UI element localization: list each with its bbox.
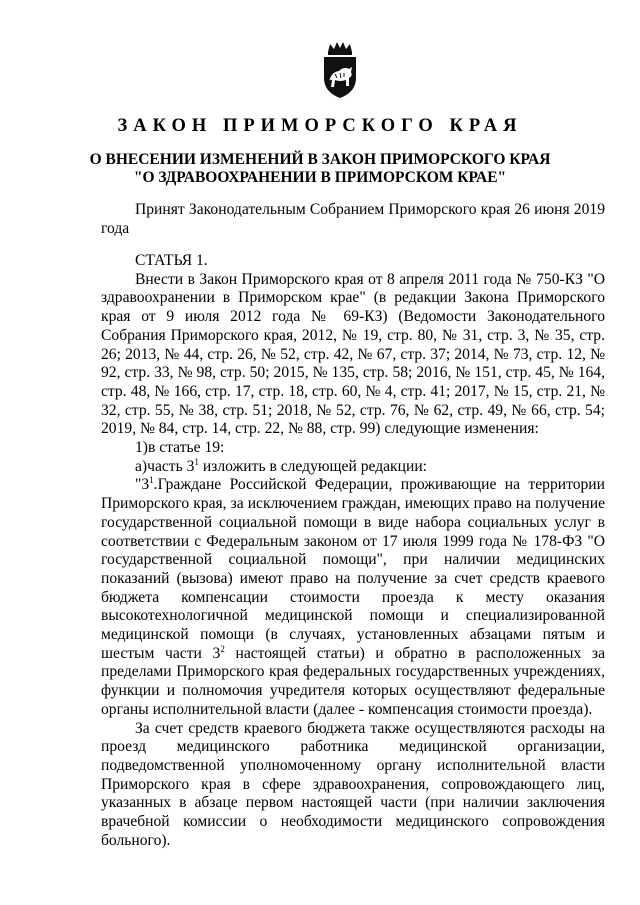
law-title: ЗАКОН ПРИМОРСКОГО КРАЯ	[117, 116, 523, 136]
law-subtitle	[0, 151, 640, 187]
item-1: 1)в статье 19:	[135, 439, 225, 457]
subtitle-line-1: О ВНЕСЕНИИ ИЗМЕНЕНИЙ В ЗАКОН ПРИМОРСКОГО КРАЯ	[89, 151, 551, 168]
quoted-paragraph: "$3^1.Граждане$ Российской Федерации, проживающие на территории Приморского края, за исключением граждан, имеющих право на получение государственной социальной помощи в виде набора социальных услуг в соответствии с Федеральным законом от 17 июля 1999 года № 178-ФЗ "О государственной социальной помощи", при наличии медицинских показаний (вызова) имеют право на получение за счет средств краевого бюджета компенсации стоимости проезда к месту оказания высокотехнологичной медицинской помощи и специализированной медицинской помощи (в случаях, установленных абзацами пятым и шестым части $3^2$ настоящей статьи) и обратно в расположенных за пределами Приморского края федеральных государственных учреждениях, функции и полномочия учредителя которых осуществляют федеральные органы исполнительной власти (далее - компенсация стоимости проезда).	[101, 475, 605, 718]
document-body	[101, 252, 605, 851]
paragraph-2: За счет средств краевого бюджета также осуществляются расходы на проезд медицинского работника медицинской организации, подведомственной уполномоченному органу исполнительной власти Приморского края в сфере здравоохранения, сопровождающего лиц, указанных в абзаце первом настоящей части (при наличии заключения врачебной комиссии о необходимости медицинского сопровождения больного).	[101, 719, 605, 849]
article-intro-paragraph: Внести в Закон Приморского края от 8 апреля 2011 года № 750-КЗ "О здравоохранении в Приморском крае" (в редакции Закона Приморского края от 9 июля 2012 года № 69-КЗ) (Ведомости Законодательного Собрания Приморского края, 2012, № 19, стр. 80, № 31, стр. 3, № 35, стр. 26; 2013, № 44, стр. 26, № 52, стр. 42, № 67, стр. 37; 2014, № 73, стр. 12, № 92, стр. 33, № 98, стр. 50; 2015, № 135, стр. 58; 2016, № 151, стр. 45, № 164, стр. 48, № 166, стр. 17, стр. 18, стр. 60, № 4, стр. 41; 2017, № 15, стр. 21, № 32, стр. 55, № 38, стр. 51; 2018, № 52, стр. 76, № 62, стр. 49, № 66, стр. 54; 2019, № 84, стр. 14, стр. 22, № 88, стр. 99) следующие изменения:	[101, 270, 605, 438]
article-heading: СТАТЬЯ 1.	[135, 252, 208, 269]
subtitle-line-2: "О ЗДРАВООХРАНЕНИИ В ПРИМОРСКОМ КРАЕ"	[133, 169, 507, 186]
primorsky-coat-of-arms-icon	[318, 40, 362, 100]
item-a: а)часть $3^1$ изложить в следующей редакции:	[135, 456, 428, 475]
adoption-statement: Принят Законодательным Собранием Приморского края 26 июня 2019 года	[101, 201, 605, 237]
